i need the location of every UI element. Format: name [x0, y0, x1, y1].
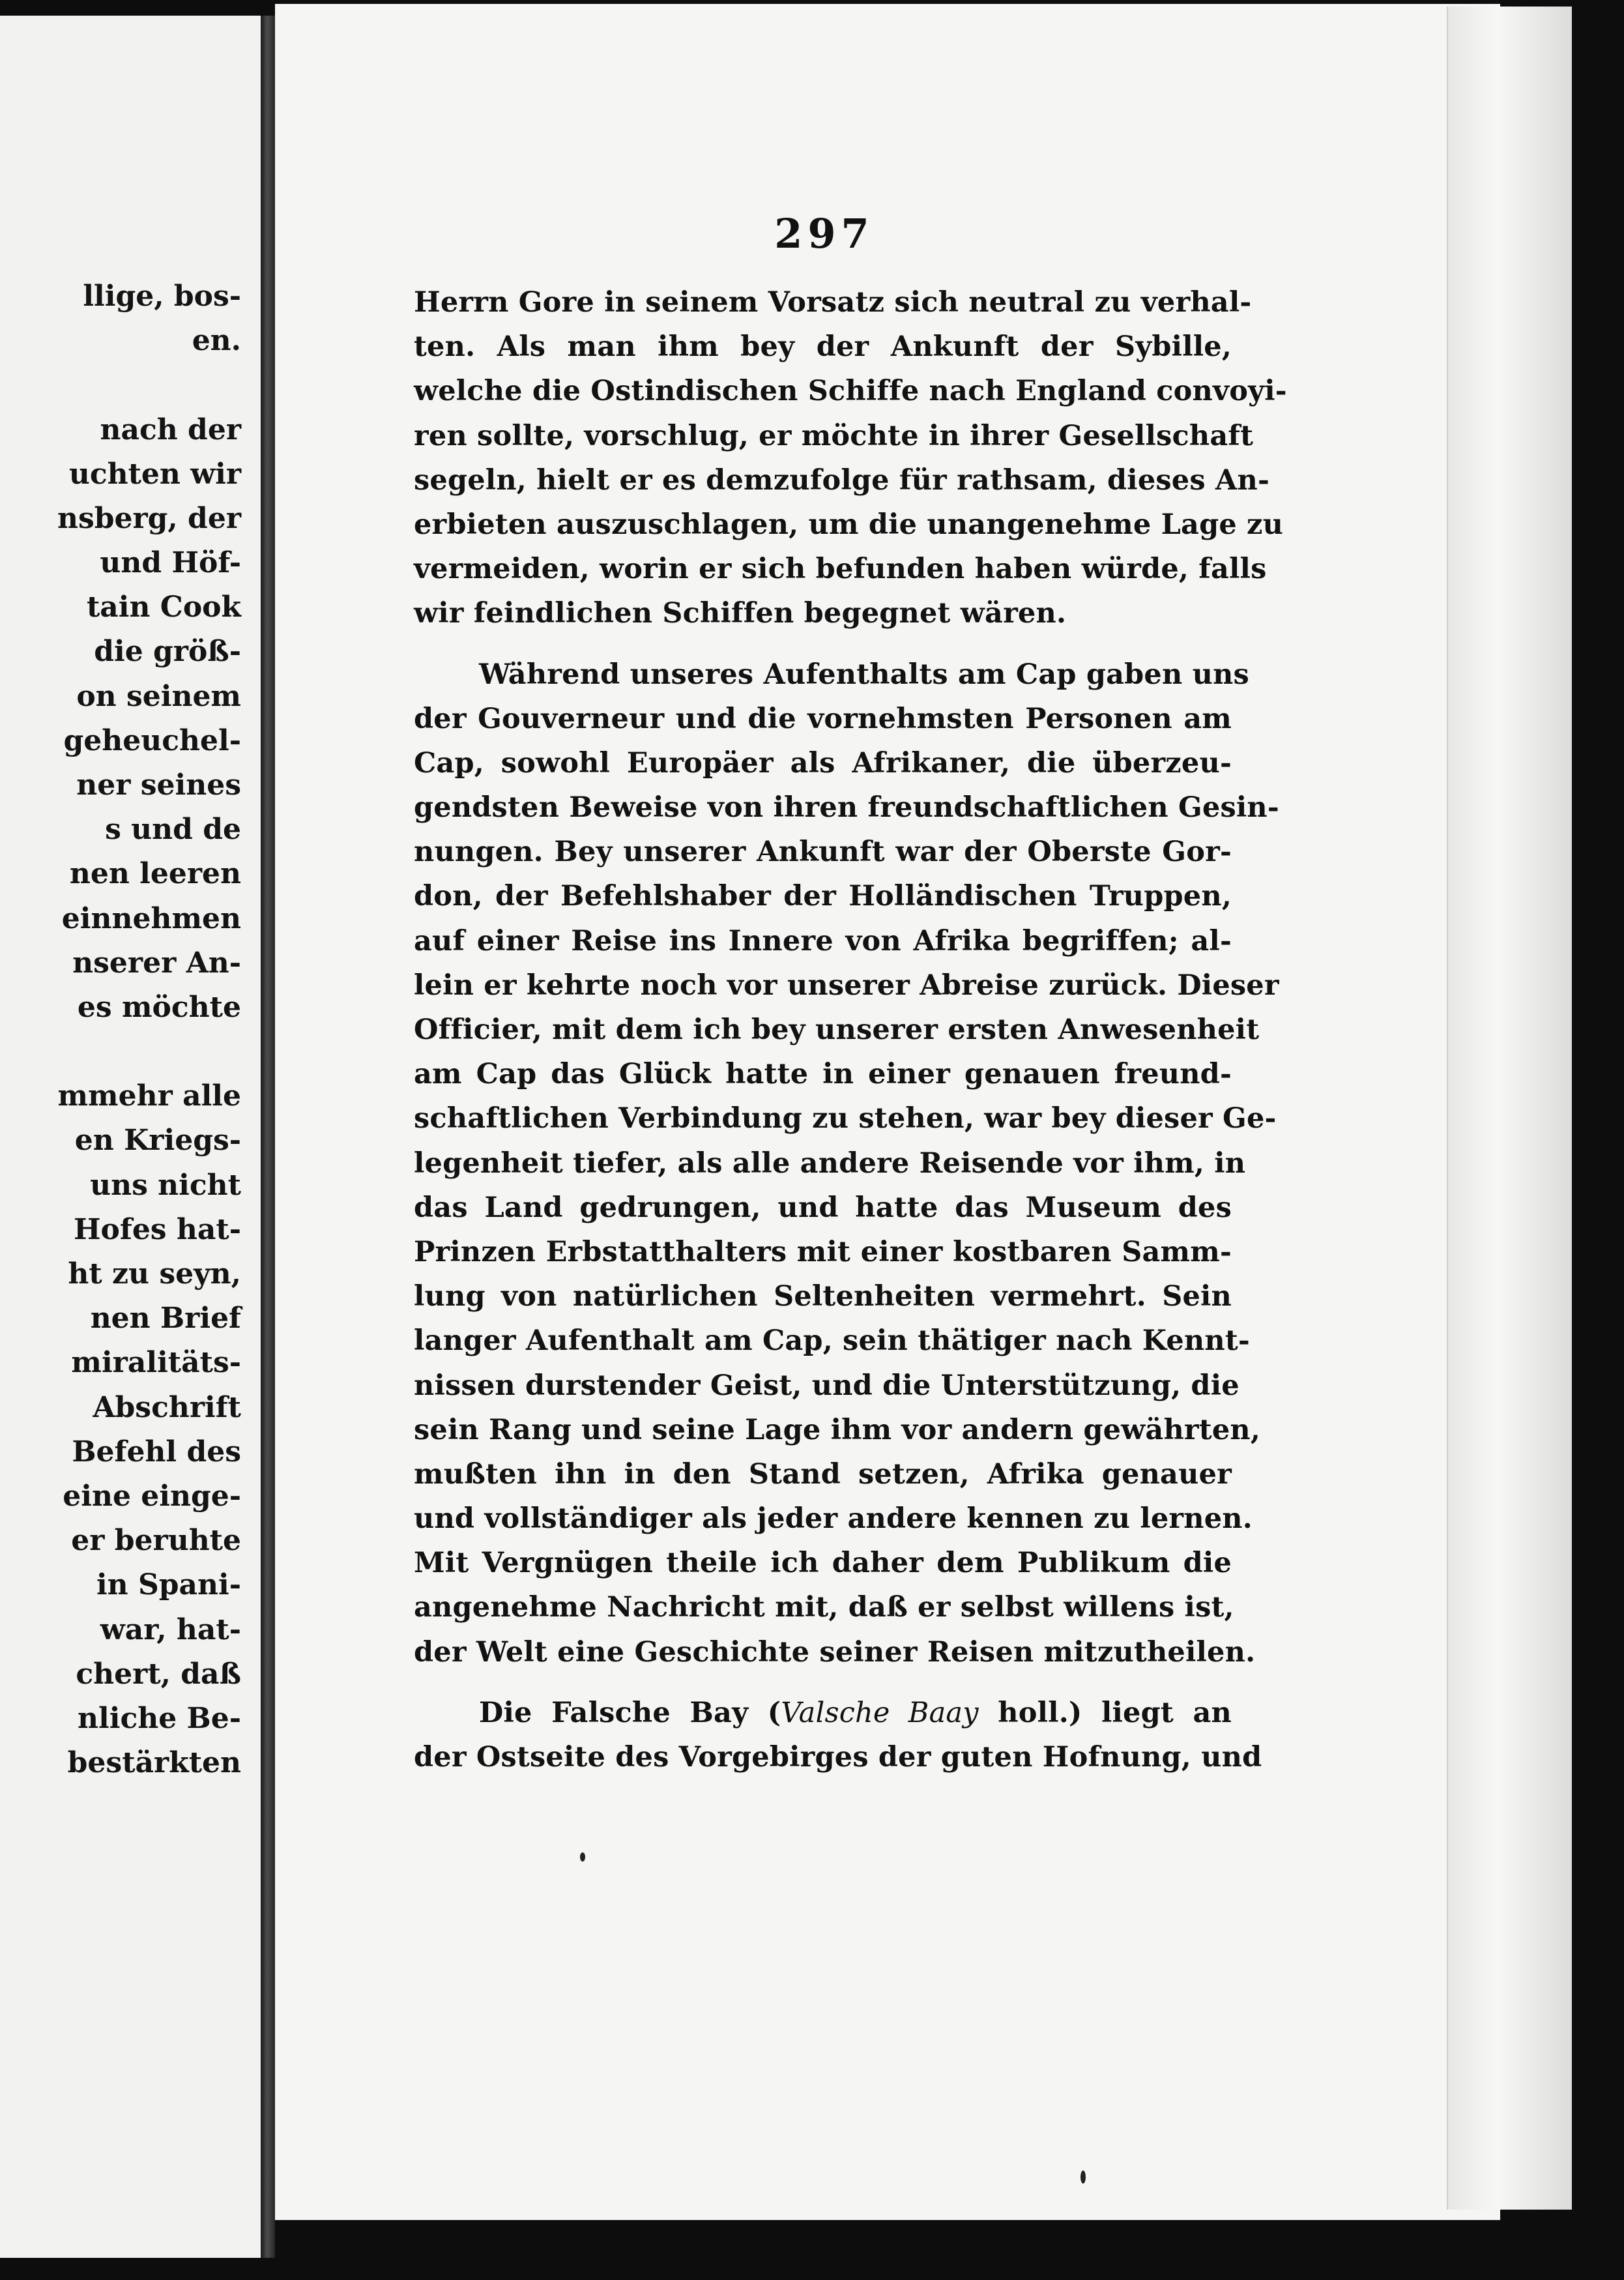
left-page-line: ht zu seyn,	[68, 1257, 241, 1291]
text-line: wir feindlichen Schiffen begegnet wären.	[414, 597, 1067, 630]
text-line	[414, 1691, 1232, 1735]
left-page-line: er beruhte	[71, 1524, 241, 1557]
left-page-line: en.	[192, 324, 241, 357]
text-line: der Gouverneur und die vornehmsten Personen am	[414, 702, 1232, 735]
text-line: don, der Befehlshaber der Holländischen Truppen,	[414, 880, 1232, 913]
text-line: Während unseres Aufenthalts am Cap gaben uns	[479, 658, 1249, 691]
left-page-line: miralitäts-	[71, 1346, 241, 1379]
left-page-line: bestärkten	[67, 1746, 241, 1779]
left-page-line: llige, bos-	[83, 280, 241, 313]
left-page-line: Hofes hat-	[73, 1213, 241, 1246]
text-run: Die Falsche Bay (	[479, 1696, 781, 1729]
text-line: Herrn Gore in seinem Vorsatz sich neutral zu verhal-	[414, 286, 1252, 319]
left-page-line: nen leeren	[69, 857, 241, 890]
text-line: auf einer Reise ins Innere von Afrika begriffen; al-	[414, 924, 1232, 957]
text-line: angenehme Nachricht mit, daß er selbst willens ist,	[414, 1591, 1234, 1624]
book-gutter	[261, 16, 275, 2258]
left-page-line: war, hat-	[100, 1613, 241, 1646]
page-edge	[1447, 7, 1572, 2210]
dutch-name: Valsche Baay	[781, 1696, 979, 1729]
page-number: 297	[774, 210, 875, 257]
left-page-line: nserer An-	[72, 946, 241, 980]
left-page	[0, 16, 261, 2258]
left-page-line: nliche Be-	[78, 1702, 241, 1735]
text-line: vermeiden, worin er sich befunden haben würde, falls	[414, 553, 1267, 586]
text-line: schaftlichen Verbindung zu stehen, war bey dieser Ge-	[414, 1102, 1277, 1135]
ink-speck	[1080, 2170, 1086, 2184]
left-page-line: eine einge-	[63, 1480, 241, 1513]
text-line: Officier, mit dem ich bey unserer ersten Anwesenheit	[414, 1014, 1260, 1046]
paragraph-1	[414, 280, 1287, 636]
text-line: langer Aufenthalt am Cap, sein thätiger nach Kennt-	[414, 1324, 1250, 1358]
left-page-line: s und de	[105, 813, 241, 846]
ink-speck	[580, 1852, 585, 1862]
left-page-line: einnehmen	[61, 902, 241, 935]
text-line: Mit Vergnügen theile ich daher dem Publikum die	[414, 1547, 1232, 1580]
paragraph-2	[414, 652, 1279, 1674]
left-page-text	[0, 280, 248, 1844]
text-line: Prinzen Erbstatthalters mit einer kostbaren Samm-	[414, 1235, 1232, 1268]
text-line: ten. Als man ihm bey der Ankunft der Sybille,	[414, 330, 1232, 364]
left-page-line: uchten wir	[68, 458, 241, 491]
text-line: der Ostseite des Vorgebirges der guten Hofnung, und	[414, 1741, 1262, 1774]
text-line: sein Rang und seine Lage ihm vor andern gewährten,	[414, 1413, 1261, 1446]
left-page-line: die größ-	[94, 635, 241, 668]
text-line: nissen durstender Geist, und die Unterstützung, die	[414, 1369, 1240, 1402]
text-line: der Welt eine Geschichte seiner Reisen mitzutheilen.	[414, 1635, 1256, 1669]
left-page-line: chert, daß	[76, 1658, 241, 1691]
text-line: lung von natürlichen Seltenheiten vermehrt. Sein	[414, 1280, 1232, 1313]
text-line: lein er kehrte noch vor unserer Abreise zurück. Dieser	[414, 969, 1279, 1002]
text-line: mußten ihn in den Stand setzen, Afrika genauer	[414, 1457, 1232, 1491]
left-page-line: tain Cook	[86, 591, 241, 624]
left-page-line: nen Brief	[90, 1302, 241, 1335]
text-line: nungen. Bey unserer Ankunft war der Oberste Gor-	[414, 836, 1232, 869]
left-page-line: on seinem	[76, 680, 241, 713]
text-line: legenheit tiefer, als alle andere Reisende vor ihm, in	[414, 1147, 1246, 1180]
left-page-line: geheuchel-	[63, 724, 241, 757]
left-page-line: es möchte	[77, 991, 241, 1024]
text-line: welche die Ostindischen Schiffe nach England convoyi-	[414, 375, 1287, 408]
paragraph-3	[414, 1691, 1262, 1779]
left-page-line: und Höf-	[100, 546, 241, 579]
text-line: ren sollte, vorschlug, er möchte in ihrer Gesellschaft	[414, 419, 1254, 452]
left-page-line: Abschrift	[93, 1391, 241, 1424]
left-page-line: nach der	[100, 413, 241, 446]
left-page-line: uns nicht	[90, 1169, 241, 1202]
left-page-line: mmehr alle	[57, 1079, 241, 1113]
text-line: segeln, hielt er es demzufolge für rathsam, dieses An-	[414, 463, 1269, 497]
left-page-line: in Spani-	[96, 1568, 241, 1601]
text-line: am Cap das Glück hatte in einer genauen freund-	[414, 1058, 1232, 1091]
text-line: das Land gedrungen, und hatte das Museum des	[414, 1191, 1232, 1224]
text-line: gendsten Beweise von ihren freundschaftlichen Gesin-	[414, 791, 1279, 825]
left-page-line: Befehl des	[72, 1435, 241, 1469]
text-line: erbieten auszuschlagen, um die unangenehme Lage zu	[414, 508, 1284, 541]
left-page-line: en Kriegs-	[74, 1124, 241, 1157]
left-page-line: nsberg, der	[57, 502, 241, 535]
text-line: Cap, sowohl Europäer als Afrikaner, die überzeu-	[414, 746, 1232, 780]
text-line: und vollständiger als jeder andere kennen zu lernen.	[414, 1502, 1253, 1536]
main-text	[414, 280, 1287, 1779]
text-run: holl.) liegt an	[978, 1696, 1232, 1729]
left-page-line: ner seines	[76, 768, 241, 802]
